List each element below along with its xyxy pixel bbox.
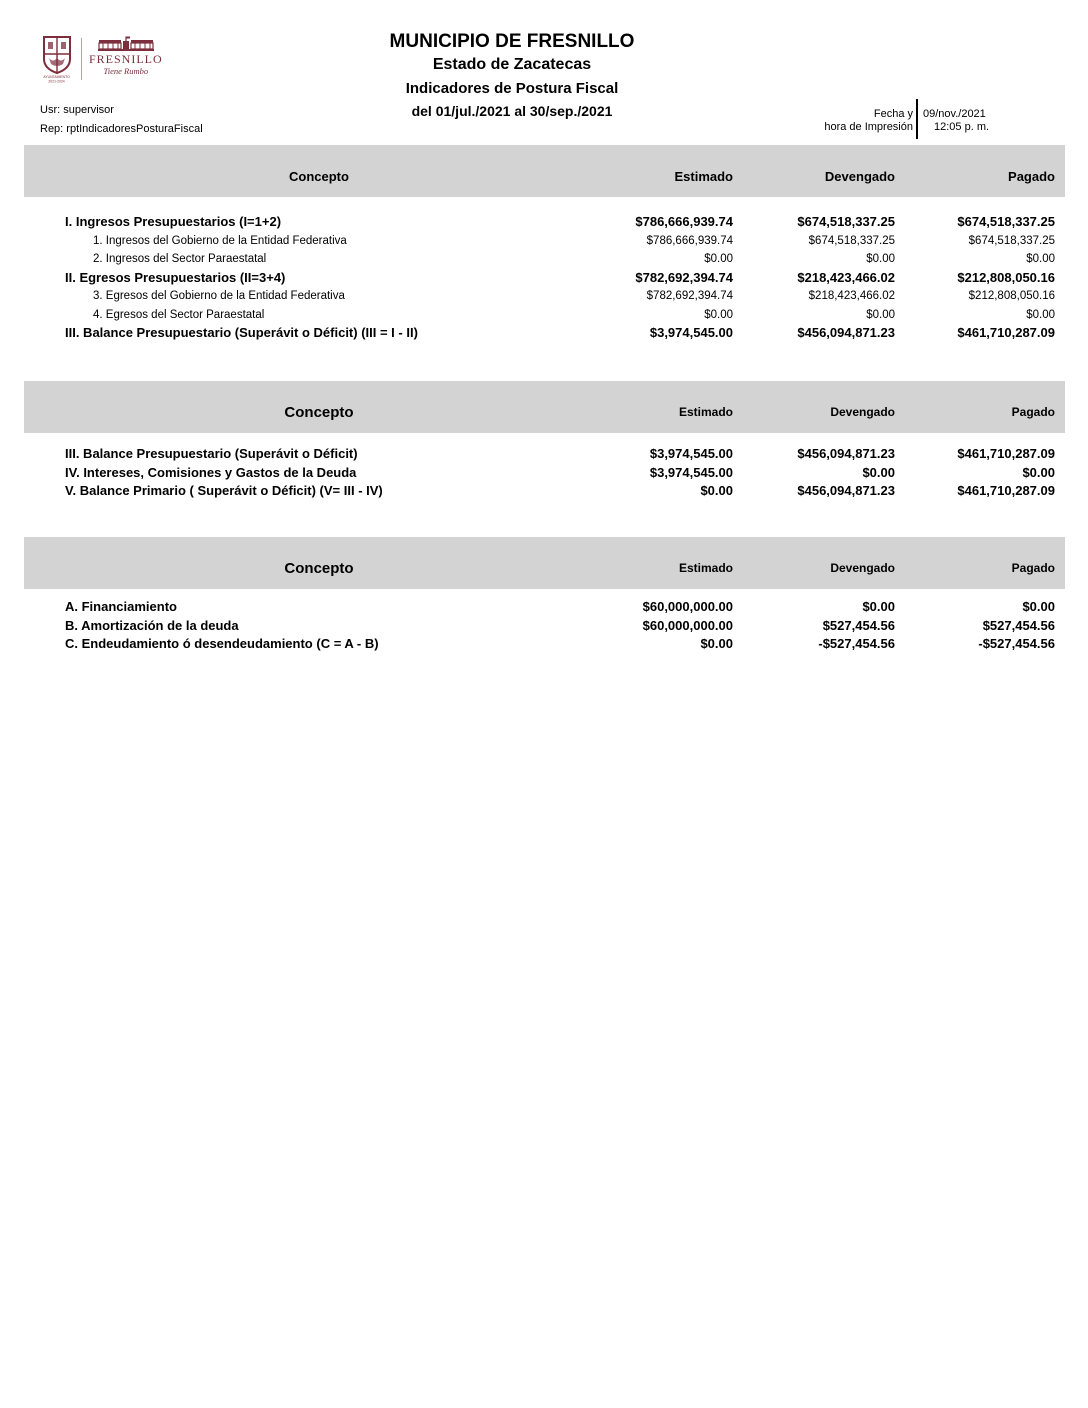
col-header-pagado: Pagado — [1011, 405, 1055, 419]
row-label: III. Balance Presupuestario (Superávit o Déficit) (III = I - II) — [65, 325, 418, 340]
col-header-estimado: Estimado — [678, 561, 733, 575]
devengado-value: $527,454.56 — [822, 617, 895, 633]
col-header-pagado: Pagado — [1011, 561, 1055, 575]
report-name: Indicadores de Postura Fiscal — [405, 80, 619, 97]
logo-tagline: Tiene Rumbo — [103, 66, 149, 76]
table-row — [24, 213, 1065, 232]
logo-divider — [81, 38, 82, 80]
table-row — [24, 635, 1065, 654]
table-header-row — [24, 381, 1065, 433]
row-label: IV. Intereses, Comisiones y Gastos de la Deuda — [65, 464, 357, 480]
print-info — [797, 99, 989, 139]
page-title: MUNICIPIO DE FRESNILLO — [389, 31, 635, 52]
row-label: B. Amortización de la deuda — [65, 617, 239, 633]
budget-income-expense-table — [24, 145, 1065, 343]
user-label: Usr: supervisor — [40, 104, 114, 116]
estimado-value: $60,000,000.00 — [642, 617, 733, 633]
devengado-value: $0.00 — [862, 599, 895, 614]
municipality-logo — [40, 36, 163, 84]
devengado-value: $0.00 — [866, 308, 895, 321]
pagado-value: $212,808,050.16 — [957, 269, 1055, 285]
row-label: C. Endeudamiento ó desendeudamiento (C = A - B) — [65, 636, 379, 651]
col-header-devengado: Devengado — [830, 405, 895, 419]
pagado-value: -$527,454.56 — [978, 636, 1055, 651]
table-body — [24, 598, 1065, 654]
estimado-value: $3,974,545.00 — [649, 325, 733, 340]
table-row — [24, 324, 1065, 343]
devengado-value: $456,094,871.23 — [797, 446, 895, 461]
col-header-concepto: Concepto — [284, 559, 354, 577]
estimado-value: $0.00 — [704, 308, 733, 321]
devengado-value: $218,423,466.02 — [797, 269, 895, 285]
financing-debt-table — [24, 537, 1065, 654]
table-row — [24, 306, 1065, 325]
print-label-line2: hora de Impresión — [824, 121, 913, 133]
table-body — [24, 445, 1065, 501]
report-meta — [40, 104, 203, 142]
table-row — [24, 287, 1065, 306]
devengado-value: $218,423,466.02 — [808, 290, 895, 302]
logo-name: FRESNILLO — [89, 52, 163, 66]
report-titles — [176, 31, 848, 120]
pagado-value: $461,710,287.09 — [957, 325, 1055, 340]
crest-caption: AYUNTAMIENTO 2021-2024 — [43, 74, 71, 84]
col-header-estimado: Estimado — [674, 168, 733, 184]
estimado-value: $782,692,394.74 — [646, 290, 733, 302]
col-header-concepto: Concepto — [289, 168, 349, 184]
row-label: II. Egresos Presupuestarios (II=3+4) — [65, 269, 286, 285]
table-row — [24, 482, 1065, 501]
devengado-value: -$527,454.56 — [818, 636, 895, 651]
estimado-value: $0.00 — [704, 253, 733, 265]
devengado-value: $0.00 — [866, 253, 895, 265]
row-label: III. Balance Presupuestario (Superávit o Déficit) — [65, 446, 358, 461]
print-time: 12:05 p. m. — [934, 121, 990, 133]
logo-wordmark — [89, 36, 163, 76]
table-row — [24, 250, 1065, 269]
pagado-value: $0.00 — [1026, 308, 1055, 321]
estimado-value: $60,000,000.00 — [642, 599, 733, 614]
col-header-devengado: Devengado — [824, 168, 895, 184]
devengado-value: $456,094,871.23 — [797, 325, 895, 340]
row-label: 2. Ingresos del Sector Paraestatal — [93, 253, 267, 265]
table-header-row — [24, 537, 1065, 589]
devengado-value: $674,518,337.25 — [797, 214, 895, 229]
print-date: 09/nov./2021 — [923, 108, 986, 120]
estimado-value: $786,666,939.74 — [635, 214, 733, 229]
report-id-label: Rep: rptIndicadoresPosturaFiscal — [40, 123, 203, 135]
table-header-row — [24, 145, 1065, 197]
estimado-value: $0.00 — [700, 636, 733, 651]
pagado-value: $0.00 — [1026, 253, 1055, 265]
row-label: 4. Egresos del Sector Paraestatal — [93, 308, 265, 321]
col-header-devengado: Devengado — [830, 561, 895, 575]
estimado-value: $3,974,545.00 — [649, 464, 733, 480]
row-label: A. Financiamiento — [65, 599, 177, 614]
table-row — [24, 445, 1065, 464]
palace-building-icon — [96, 36, 156, 53]
pagado-value: $461,710,287.09 — [957, 446, 1055, 461]
pagado-value: $0.00 — [1022, 464, 1055, 480]
print-label-line1: Fecha y — [873, 108, 913, 120]
devengado-value: $456,094,871.23 — [797, 483, 895, 498]
col-header-concepto: Concepto — [284, 403, 354, 421]
table-row — [24, 269, 1065, 288]
table-row — [24, 617, 1065, 636]
pagado-value: $212,808,050.16 — [968, 290, 1055, 302]
pagado-value: $674,518,337.25 — [957, 214, 1055, 229]
estimado-value: $0.00 — [700, 483, 733, 498]
print-info-divider — [916, 99, 918, 139]
devengado-value: $0.00 — [862, 464, 895, 480]
report-period: del 01/jul./2021 al 30/sep./2021 — [411, 103, 613, 119]
print-info-label — [797, 99, 913, 139]
row-label: V. Balance Primario ( Superávit o Déficit) (V= III - IV) — [65, 483, 383, 498]
table-row — [24, 232, 1065, 251]
pagado-value: $0.00 — [1022, 599, 1055, 614]
estimado-value: $3,974,545.00 — [649, 446, 733, 461]
col-header-pagado: Pagado — [1008, 168, 1055, 184]
pagado-value: $674,518,337.25 — [968, 234, 1055, 247]
col-header-estimado: Estimado — [678, 405, 733, 419]
pagado-value: $527,454.56 — [982, 617, 1055, 633]
table-row — [24, 598, 1065, 617]
estimado-value: $786,666,939.74 — [646, 234, 733, 247]
row-label: 3. Egresos del Gobierno de la Entidad Federativa — [93, 290, 345, 302]
state-subtitle: Estado de Zacatecas — [432, 56, 592, 73]
table-row — [24, 464, 1065, 483]
devengado-value: $674,518,337.25 — [808, 234, 895, 247]
row-label: 1. Ingresos del Gobierno de la Entidad Federativa — [93, 234, 347, 247]
pagado-value: $461,710,287.09 — [957, 483, 1055, 498]
table-body — [24, 213, 1065, 343]
balance-primary-table — [24, 381, 1065, 501]
row-label: I. Ingresos Presupuestarios (I=1+2) — [65, 214, 282, 229]
crest-block — [40, 36, 74, 84]
estimado-value: $782,692,394.74 — [635, 269, 733, 285]
print-info-values — [923, 99, 989, 139]
shield-crest-icon — [42, 36, 72, 74]
